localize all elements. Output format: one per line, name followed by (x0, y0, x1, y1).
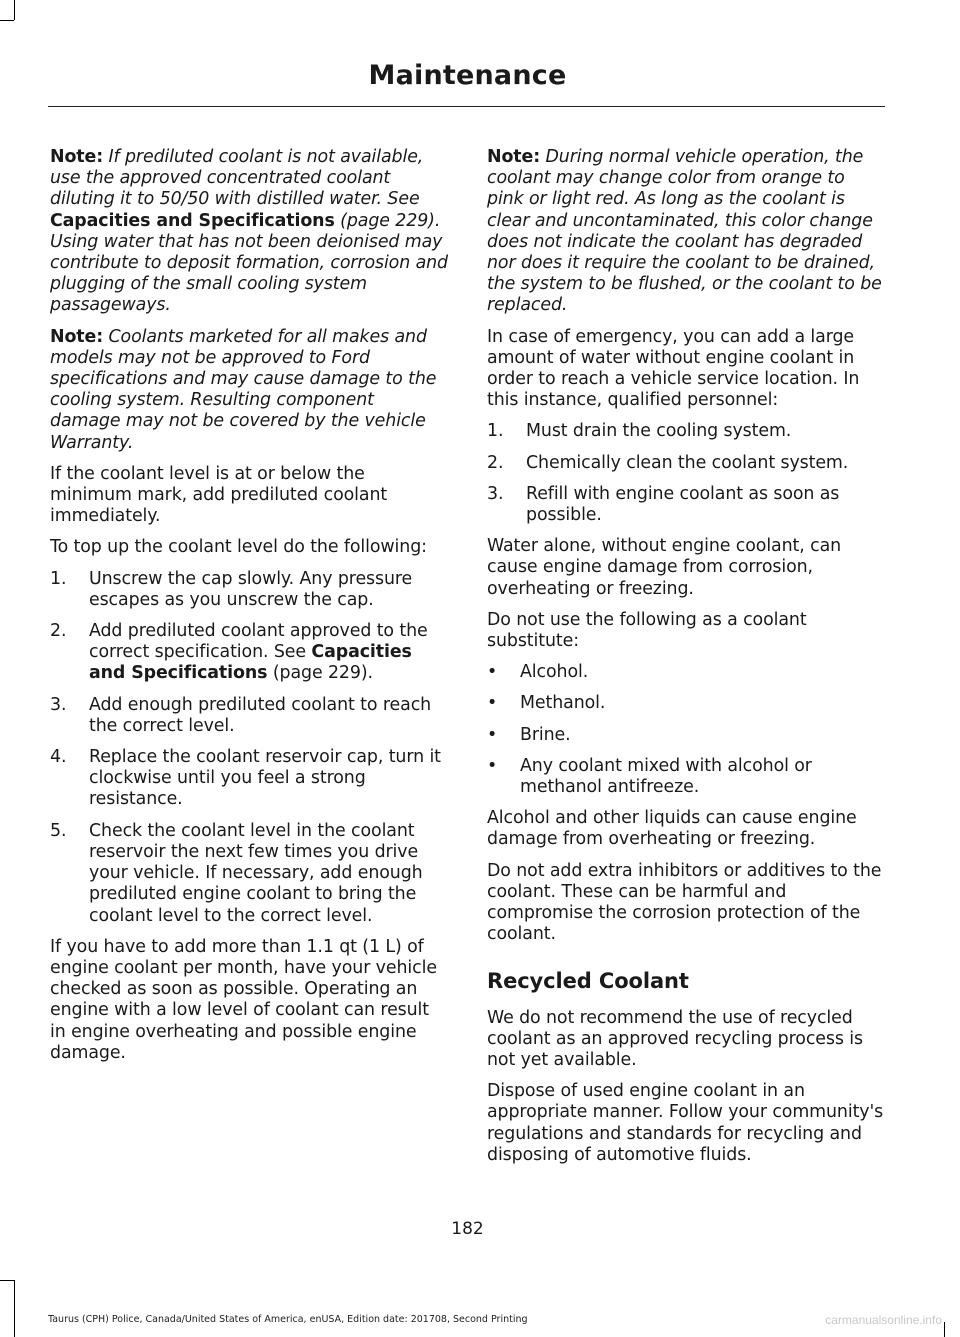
page-title: Maintenance (368, 60, 567, 91)
paragraph: If the coolant level is at or below the minimum mark, add prediluted coolant immediately. (50, 463, 388, 527)
crop-mark (0, 1280, 14, 1281)
crop-mark (0, 20, 14, 21)
paragraph: We do not recommend the use of recycled coolant as an approved recycling process is not yet available. (487, 1007, 863, 1070)
crop-mark (14, 1280, 15, 1337)
bullet-item: • Brine. (487, 724, 571, 745)
capacities-link[interactable]: Capacities and Specifications (50, 210, 335, 231)
paragraph: Dispose of used engine coolant in an appropriate manner. Follow your community's regulations and standards for recycling and disposing of automotive fluids. (487, 1081, 884, 1165)
paragraph: Alcohol and other liquids can cause engine damage from overheating or freezing. (487, 808, 857, 850)
list-item: 1. Unscrew the cap slowly. Any pressure escapes as you unscrew the cap. (50, 568, 413, 610)
paragraph: Do not add extra inhibitors or additives to the coolant. These can be harmful and compromise the corrosion protection of the coolant. (487, 860, 882, 945)
list-item: 3. Refill with engine coolant as soon as possible. (487, 483, 840, 526)
bullet-item: • Methanol. (487, 693, 606, 714)
bullet-item: • Any coolant mixed with alcohol or methanol antifreeze. (487, 755, 812, 798)
page-number: 182 (451, 1219, 484, 1239)
header-divider (48, 106, 885, 107)
paragraph: If you have to add more than 1.1 qt (1 L) of engine coolant per month, have your vehicle checked as soon as possible. Operating an engine with a low level of coolant can result in engine overheating and possible engine damage. (50, 936, 437, 1063)
list-item: 3. Add enough prediluted coolant to reach the correct level. (50, 694, 432, 736)
crop-mark (14, 0, 15, 20)
note-label: Note: (487, 147, 541, 167)
note-label: Note: (50, 326, 104, 347)
note-coolants-marketed: Note: Coolants marketed for all makes and models may not be approved to Ford specifications and may cause damage to the cooling system. Resulting component damage may not be covered by the vehicle Warranty. (50, 326, 437, 453)
list-item: 2. Add prediluted coolant approved to the correct specification. See Capacities and Specifications (page 229). (50, 621, 428, 684)
note-label: Note: (50, 147, 104, 167)
right-column (487, 147, 885, 1176)
paragraph: Water alone, without engine coolant, can cause engine damage from corrosion, overheating or freezing. (487, 536, 842, 599)
paragraph: To top up the coolant level do the following: (50, 537, 427, 558)
bullet-item: • Alcohol. (487, 662, 589, 683)
paragraph: In case of emergency, you can add a large amount of water without engine coolant in order to reach a vehicle service location. In this instance, qualified personnel: (487, 326, 860, 411)
note-prediluted: Note: If prediluted coolant is not available, use the approved concentrated coolant diluting it to 50/50 with distilled water. See Capacities and Specifications (page 229). Using water that has not been deionised may contribute to deposit formation, corrosion and plugging of the small cooling system passageways. (50, 147, 448, 316)
left-column (50, 147, 448, 1074)
footer-edition: Taurus (CPH) Police, Canada/United States of America, enUSA, Edition date: 201708, Second Printing (48, 1314, 528, 1325)
capacities-link[interactable]: Capacities and Specifications (89, 642, 412, 684)
list-item: 1. Must drain the cooling system. (487, 421, 792, 442)
list-item: 5. Check the coolant level in the coolant reservoir the next few times you drive your vehicle. If necessary, add enough prediluted engine coolant to bring the coolant level to the correct level. (50, 820, 423, 926)
watermark: carmanualsonline.info (825, 1313, 942, 1327)
list-item: 2. Chemically clean the coolant system. (487, 452, 849, 473)
crop-mark (944, 1322, 945, 1337)
section-heading: Recycled Coolant (487, 968, 689, 993)
note-color-change: Note: During normal vehicle operation, the coolant may change color from orange to pink or light red. As long as the coolant is clear and uncontaminated, this color change does not indicate the coolant has degraded nor does it require the coolant to be drained, the system to be flushed, or the coolant to be replaced. (487, 147, 882, 316)
paragraph: Do not use the following as a coolant substitute: (487, 609, 807, 652)
list-item: 4. Replace the coolant reservoir cap, turn it clockwise until you feel a strong resistance. (50, 747, 441, 810)
